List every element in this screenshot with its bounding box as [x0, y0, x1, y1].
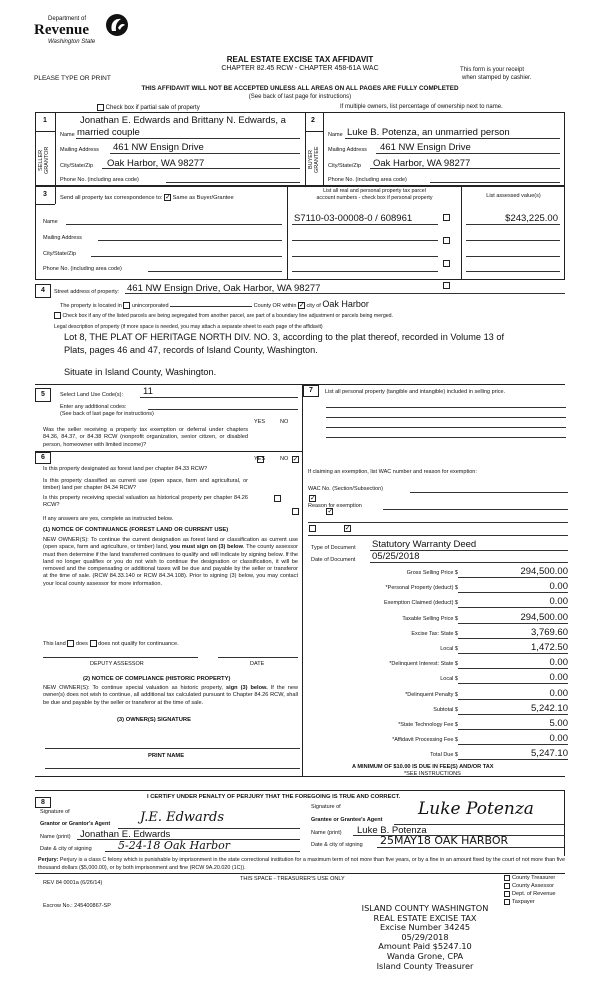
seller-city-label: City/State/Zip: [60, 163, 94, 169]
current-use-no-checkbox[interactable]: [326, 508, 333, 515]
multiple-owners-note: If multiple owners, list percentage of ownership next to name.: [340, 104, 503, 110]
amount-label: Total Due $: [430, 752, 458, 759]
amount-row: [300, 643, 568, 655]
property-street-address[interactable]: 461 NW Ensign Drive, Oak Harbor, WA 98277: [127, 283, 321, 294]
historical-no-checkbox[interactable]: [344, 525, 351, 532]
amount-row: [300, 689, 568, 701]
grantor-signature[interactable]: J.E. Edwards: [140, 810, 224, 825]
amount-label: Excise Tax: State $: [411, 630, 458, 637]
owner-signature-line[interactable]: [45, 748, 300, 749]
amount-label: Local $: [440, 676, 458, 683]
revenue-swirl-icon: [104, 12, 130, 38]
stamp-line: REAL ESTATE EXCISE TAX: [373, 912, 477, 923]
legal-description-line1[interactable]: Lot 8, THE PLAT OF HERITAGE NORTH DIV. NO. 3, according to the plat thereof, recorded in Volume 13 of: [64, 332, 505, 342]
correspondence-mailing-label: Mailing Address: [43, 235, 82, 241]
amount-value[interactable]: 0.00: [549, 657, 568, 669]
exemption-no-checkbox[interactable]: [292, 456, 299, 463]
treasurer-stamp: [345, 904, 505, 971]
correspondence-city-field[interactable]: [91, 256, 282, 257]
amount-label: Subtotal $: [433, 706, 458, 713]
copy-item: [504, 898, 556, 906]
personal-property-line-2[interactable]: [326, 417, 566, 418]
parcel-number[interactable]: [292, 271, 438, 272]
correspondence-name-field[interactable]: [66, 224, 282, 225]
doc-type-value[interactable]: Statutory Warranty Deed: [372, 539, 477, 550]
form-title: REAL ESTATE EXCISE TAX AFFIDAVIT: [226, 55, 374, 64]
buyer-phone-label: Phone No. (including area code): [328, 177, 407, 183]
grantor-date-city[interactable]: 5-24-18 Oak Harbor: [118, 839, 230, 852]
no-header-6: NO: [280, 456, 289, 462]
assessed-value[interactable]: $243,225.00: [505, 213, 558, 224]
same-as-buyer-checkbox[interactable]: [164, 194, 171, 201]
amount-value[interactable]: 5,247.10: [531, 748, 568, 760]
current-use-question: Is this property classified as current use (open space, farm and agricultural, or timber) land per chapter 84.34 RCW?: [43, 478, 248, 492]
wac-number-field[interactable]: [410, 492, 568, 493]
personal-property-checkbox[interactable]: [443, 260, 450, 267]
historical-question: Is this property receiving special valuation as historical property per chapter 84.26 RCW?: [43, 495, 248, 509]
no-header: NO: [280, 419, 289, 425]
deputy-assessor-label: DEPUTY ASSESSOR: [90, 661, 144, 667]
correspondence-mailing-field[interactable]: [98, 240, 282, 241]
land-use-label: Select Land Use Code(s):: [60, 392, 123, 398]
current-use-yes-checkbox[interactable]: [292, 508, 299, 515]
amount-row: [300, 658, 568, 670]
legal-description-line2[interactable]: Plats, pages 46 and 47, records of Island County, Washington.: [64, 345, 318, 355]
street-address-label: Street address of property:: [54, 289, 120, 295]
distribution-copies: [504, 874, 556, 906]
section-7-number: 7: [303, 385, 319, 397]
parcel-number[interactable]: [292, 256, 438, 257]
see-back-note: (See back of last page for instructions): [248, 94, 352, 100]
seller-grantor-label: SELLER GRANTOR: [38, 146, 50, 174]
yes-header-6: YES: [254, 456, 266, 462]
correspondence-city-label: City/State/Zip: [43, 251, 77, 257]
see-instructions-note: *SEE INSTRUCTIONS: [404, 771, 461, 777]
grantee-signature[interactable]: Luke Potenza: [418, 799, 534, 819]
completion-warning: THIS AFFIDAVIT WILL NOT BE ACCEPTED UNLESS ALL AREAS ON ALL PAGES ARE FULLY COMPLETED: [141, 85, 459, 92]
form-subtitle: CHAPTER 82.45 RCW - CHAPTER 458-61A WAC: [221, 65, 379, 72]
logo-washington-state: Washington State: [48, 39, 96, 45]
please-type-or-print: PLEASE TYPE OR PRINT: [34, 75, 111, 82]
parcel-number[interactable]: [292, 240, 438, 241]
grantee-date-label: Date & city of signing: [311, 842, 363, 848]
amount-row: [300, 704, 568, 716]
certify-statement: I CERTIFY UNDER PENALTY OF PERJURY THAT THE FOREGOING IS TRUE AND CORRECT.: [147, 794, 401, 800]
amount-value[interactable]: 0.00: [549, 733, 568, 745]
escrow-number: Escrow No.: 245400867-SP: [43, 903, 111, 909]
print-name-line[interactable]: [45, 768, 300, 769]
seller-name-line2[interactable]: married couple: [77, 127, 140, 138]
copy-item: [504, 890, 556, 898]
forest-land-yes-checkbox[interactable]: [274, 495, 281, 502]
amount-value[interactable]: 1,472.50: [531, 642, 568, 653]
personal-property-checkbox[interactable]: [443, 214, 450, 221]
seller-mailing-address[interactable]: 461 NW Ensign Drive: [113, 142, 204, 153]
amount-row: [300, 613, 568, 625]
amount-row: [300, 582, 568, 594]
property-location-row: The property is located in unincorporated County OR within ✓ city of Oak Harbor: [60, 299, 369, 309]
section-8-number: 8: [35, 797, 51, 808]
doc-type-label: Type of Document: [311, 545, 356, 551]
buyer-name[interactable]: Luke B. Potenza, an unmarried person: [347, 127, 510, 138]
grantee-name-label: Name (print): [311, 830, 342, 836]
amount-row: [300, 719, 568, 731]
reason-exemption-field[interactable]: [383, 509, 568, 510]
assessor-date-line[interactable]: [218, 657, 298, 658]
buyer-mailing-label: Mailing Address: [328, 147, 367, 153]
seller-exemption-question: Was the seller receiving a property tax exemption or deferral under chapters 84.36, 84.37, or 84.38 RCW (nonprofit organization, senior citizen, or disabled person, homeowner with limited income)?: [43, 427, 248, 448]
section-2-number: 2: [311, 117, 315, 124]
personal-property-line-4[interactable]: [326, 437, 566, 438]
same-as-buyer-label: Same as Buyer/Grantee: [172, 195, 234, 201]
amount-value[interactable]: 3,769.60: [531, 626, 568, 638]
parcel-header: List all real and personal property tax parcel account numbers - check box if personal property: [316, 188, 433, 201]
assessed-value[interactable]: [466, 271, 560, 272]
amount-value[interactable]: 0.00: [549, 581, 568, 593]
grantee-date-city[interactable]: 25MAY18 OAK HARBOR: [380, 834, 509, 847]
claim-exemption-label: If claiming an exemption, list WAC number and reason for exemption:: [308, 469, 477, 475]
forest-land-question: Is this property designated as forest land per chapter 84.33 RCW?: [43, 466, 208, 472]
assessed-value[interactable]: [466, 256, 560, 257]
copy-checkbox[interactable]: [504, 891, 510, 897]
print-name-label: PRINT NAME: [148, 753, 185, 759]
owner-signature-title: (3) OWNER(S) SIGNATURE: [117, 717, 191, 723]
amount-label: *Personal Property (deduct) $: [385, 585, 458, 592]
minimum-due-note: A MINIMUM OF $10.00 IS DUE IN FEE(S) AND/OR TAX: [352, 764, 494, 770]
correspondence-phone-label: Phone No. (including area code): [43, 266, 122, 272]
assessed-header: List assessed value(s): [486, 193, 541, 199]
amount-label: Taxable Selling Price $: [402, 615, 458, 622]
amount-value[interactable]: 0.00: [549, 596, 568, 608]
forest-land-no-checkbox[interactable]: [309, 495, 316, 502]
does-not-qualify-checkbox[interactable]: [90, 640, 97, 647]
legal-description-line3[interactable]: Situate in Island County, Washington.: [64, 367, 217, 377]
section-1-number: 1: [43, 117, 47, 124]
county-field[interactable]: [170, 306, 252, 307]
amount-value[interactable]: 294,500.00: [520, 611, 568, 623]
amount-value[interactable]: 5.00: [549, 718, 568, 729]
copy-item: [504, 882, 556, 890]
amount-label: *Delinquent Penalty $: [405, 691, 458, 698]
personal-property-checkbox[interactable]: [443, 282, 450, 289]
stamp-line: Excise Number 34245: [379, 922, 471, 933]
parcel-number[interactable]: S7110-03-00008-0 / 608961: [294, 213, 413, 224]
additional-codes-field[interactable]: [148, 409, 298, 410]
section-5-number: 5: [35, 388, 51, 402]
grantee-sig-label1: Signature of: [311, 804, 341, 810]
deputy-assessor-signature-line[interactable]: [43, 657, 198, 658]
copy-label: Taxpayer: [512, 899, 535, 905]
receipt-note-1: This form is your receipt: [460, 67, 525, 73]
copy-label: County Assessor: [512, 883, 554, 889]
city-of-checkbox[interactable]: [298, 302, 305, 309]
notice-compliance-title: (2) NOTICE OF COMPLIANCE (HISTORIC PROPERTY): [83, 676, 231, 682]
treasurer-use-only: THIS SPACE - TREASURER'S USE ONLY: [240, 876, 345, 882]
send-correspondence-label: Send all property tax correspondence to:: [60, 195, 163, 201]
amount-label: *State Technology Fee $: [398, 722, 458, 728]
segregated-checkbox[interactable]: [54, 312, 61, 319]
seller-phone-label: Phone No. (including area code): [60, 177, 139, 183]
additional-codes-sub: (See back of last page for instructions): [60, 411, 154, 417]
notice-compliance-text: NEW OWNER(S): To continue special valuation as historic property, sign (3) below. If the new owner(s) does not wish to continue, all additional tax calculated pursuant to Chapter 84.26 RCW, shall be due and payable by the seller or transferor at the time of sale.: [43, 685, 299, 706]
assessed-value[interactable]: [466, 240, 560, 241]
amount-value[interactable]: 294,500.00: [520, 566, 568, 577]
personal-property-line-3[interactable]: [326, 427, 566, 428]
city-name[interactable]: Oak Harbor: [322, 299, 369, 309]
segregated-row: Check box if any of the listed parcels are being segregated from another parcel, are part of a boundary line adjustment or parcels being merged.: [54, 312, 393, 319]
perjury-notice: Perjury: Perjury is a class C felony which is punishable by imprisonment in the state correctional institution for a maximum term of not more than five years, or by a fine in an amount fixed by the court of not more than five thousand dollars ($5,000.00), or by both imprisonment and fine (RCW 9A.20.020 (1C)).: [38, 857, 565, 871]
copy-label: County Treasurer: [512, 875, 556, 881]
form-number: REV 84 0001a (6/26/14): [43, 880, 103, 886]
amount-row: [300, 567, 568, 579]
stamp-line: Island County Treasurer: [376, 960, 474, 971]
seller-city-state-zip[interactable]: Oak Harbor, WA 98277: [107, 158, 205, 169]
buyer-city-label: City/State/Zip: [328, 163, 362, 169]
amount-value[interactable]: 0.00: [549, 687, 568, 699]
partial-sale-checkbox[interactable]: [97, 104, 104, 111]
amount-row: [300, 749, 568, 761]
stamp-line: ISLAND COUNTY WASHINGTON: [361, 903, 489, 913]
section-6-number: 6: [35, 452, 51, 464]
historical-yes-checkbox[interactable]: [309, 525, 316, 532]
logo-department-of: Department of: [48, 16, 87, 22]
partial-sale-row: [97, 104, 200, 111]
amount-label: Exemption Claimed (deduct) $: [384, 600, 458, 607]
buyer-name-label: Name: [328, 132, 343, 138]
land-use-code[interactable]: 11: [143, 386, 153, 397]
seller-phone-field[interactable]: [166, 182, 300, 183]
grantee-sig-label2: Grantee or Grantee's Agent: [311, 817, 383, 823]
buyer-phone-field[interactable]: [430, 182, 560, 183]
grantor-name-label: Name (print): [40, 834, 71, 840]
yes-header: YES: [254, 419, 266, 425]
stamp-line: Amount Paid $5247.10: [378, 941, 472, 952]
copy-checkbox[interactable]: [504, 883, 510, 889]
receipt-note-2: when stamped by cashier.: [462, 75, 532, 81]
seller-name-line1[interactable]: Jonathan E. Edwards and Brittany N. Edwards, a: [80, 115, 286, 126]
logo-revenue: Revenue: [34, 22, 89, 38]
reason-exemption-field-2[interactable]: [308, 522, 568, 523]
grantor-sig-label1: Signature of: [40, 809, 70, 815]
copy-item: [504, 874, 556, 882]
copy-checkbox[interactable]: [504, 875, 510, 881]
unincorporated-checkbox[interactable]: [123, 302, 130, 309]
personal-property-checkbox[interactable]: [443, 237, 450, 244]
legal-description-label: Legal description of property (if more space is needed, you may attach a separate sheet to each page of the affidavit): [54, 324, 323, 330]
personal-property-line-1[interactable]: [326, 407, 566, 408]
section-3-number: 3: [43, 191, 47, 198]
buyer-grantee-label: BUYER GRANTEE: [308, 146, 320, 174]
wac-number-label: WAC No. (Section/Subsection): [308, 486, 383, 492]
dor-logo: [34, 12, 134, 52]
correspondence-name-label: Name: [43, 219, 58, 225]
amount-row: [300, 734, 568, 746]
send-correspondence-row: [60, 194, 234, 201]
reason-exemption-label: Reason for exemption: [308, 503, 362, 509]
doc-date-label: Date of Document: [311, 557, 356, 563]
notice-continuance-title: (1) NOTICE OF CONTINUANCE (FOREST LAND OR CURRENT USE): [43, 527, 229, 533]
grantor-date-label: Date & city of signing: [40, 846, 92, 852]
stamp-line: 05/29/2018: [401, 931, 449, 942]
correspondence-phone-field[interactable]: [148, 271, 282, 272]
amount-label: *Delinquent Interest: State $: [389, 661, 458, 668]
buyer-city-state-zip[interactable]: Oak Harbor, WA 98277: [373, 158, 471, 169]
amount-label: *Affidavit Processing Fee $: [392, 737, 458, 744]
additional-codes-label: Enter any additional codes:: [60, 404, 127, 410]
if-any-yes-note: If any answers are yes, complete as instructed below.: [43, 516, 174, 522]
doc-date-value[interactable]: 05/25/2018: [372, 551, 420, 562]
does-qualify-checkbox[interactable]: [67, 640, 74, 647]
seller-mailing-label: Mailing Address: [60, 147, 99, 153]
amount-value[interactable]: 5,242.10: [531, 702, 568, 714]
amount-row: [300, 597, 568, 609]
amount-label: Local $: [440, 646, 458, 652]
buyer-mailing-address[interactable]: 461 NW Ensign Drive: [380, 142, 471, 153]
seller-name-label: Name: [60, 132, 75, 138]
assessor-date-label: DATE: [250, 661, 265, 667]
grantor-name[interactable]: Jonathan E. Edwards: [80, 829, 171, 840]
personal-property-label: List all personal property (tangible and intangible) included in selling price.: [325, 389, 506, 395]
stamp-line: Wanda Grone, CPA: [386, 950, 464, 961]
section-4-number: 4: [35, 284, 51, 298]
grantee-name[interactable]: Luke B. Potenza: [357, 825, 427, 836]
notice-continuance-text: NEW OWNER(S): To continue the current designation as forest land or classification as current use (open space, farm and agriculture, or timber) land, you must sign on (3) below. The county assessor must then determine if the land transferred continues to qualify and will indicate by signing below. If the land no longer qualifies or you do not wish to continue the designation or classification, it will be removed and the compensating or additional taxes will be due and payable by the seller or transferor at the time of sale. (RCW 84.33.140 or RCW 84.34.108). Prior to signing (3) below, you may contact your local county assessor for more information.: [43, 537, 298, 587]
copy-label: Dept. of Revenue: [512, 891, 556, 897]
amount-row: [300, 628, 568, 640]
amount-value[interactable]: 0.00: [549, 672, 568, 684]
grantor-sig-label2: Grantor or Grantor's Agent: [40, 821, 111, 827]
continuance-qualify-row: This land does does not qualify for continuance.: [43, 640, 179, 647]
partial-sale-label: Check box if partial sale of property: [105, 105, 200, 112]
amount-label: Gross Selling Price $: [406, 570, 458, 576]
amount-row: [300, 673, 568, 685]
